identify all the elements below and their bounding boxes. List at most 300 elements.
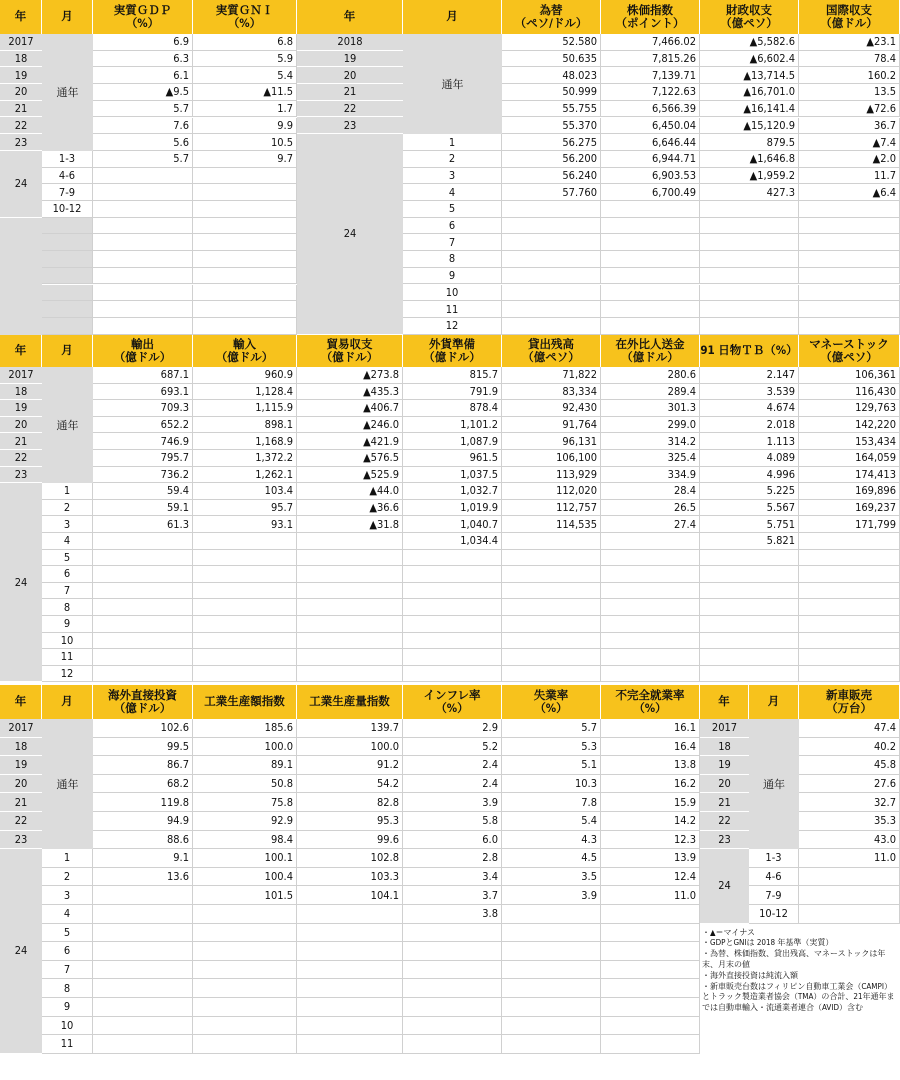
unemployment-cell xyxy=(502,924,601,943)
reserves-cell: 961.5 xyxy=(403,450,502,467)
year-label-24: 24 xyxy=(0,849,42,1054)
year-label: 19 xyxy=(0,756,42,775)
imports-cell xyxy=(193,599,297,616)
tbill-cell xyxy=(700,583,799,600)
stock-index-cell xyxy=(601,268,700,285)
month-label: 9 xyxy=(42,616,93,633)
quarter-label: 1-3 xyxy=(749,849,799,868)
loans-cell xyxy=(502,566,601,583)
year-label: 19 xyxy=(0,67,42,84)
fx-cell xyxy=(502,234,601,251)
hdr-real-gdp: 実質ＧＤＰ （%） xyxy=(93,0,193,34)
tbill-cell xyxy=(700,633,799,650)
gdp-cell xyxy=(93,201,193,218)
car-sales-cell: 35.3 xyxy=(799,812,900,831)
gni-cell: ▲11.5 xyxy=(193,84,297,101)
inflation-cell: 2.9 xyxy=(403,719,502,738)
remittance-cell xyxy=(601,649,700,666)
money-stock-cell xyxy=(799,649,900,666)
stock-index-cell: 7,466.02 xyxy=(601,34,700,51)
fiscal-balance-cell: ▲5,582.6 xyxy=(700,34,799,51)
imports-cell: 1,372.2 xyxy=(193,450,297,467)
hdr-loans: 貸出残高 （億ペソ） xyxy=(502,335,601,367)
imports-cell: 1,262.1 xyxy=(193,467,297,484)
inflation-cell: 2.4 xyxy=(403,756,502,775)
loans-cell: 113,929 xyxy=(502,467,601,484)
exports-cell xyxy=(93,666,193,683)
ind-volume-cell: 103.3 xyxy=(297,868,403,887)
inflation-cell xyxy=(403,1035,502,1054)
ind-value-cell xyxy=(193,942,297,961)
underemployment-cell: 16.1 xyxy=(601,719,700,738)
remittance-cell xyxy=(601,566,700,583)
year-label: 23 xyxy=(700,831,749,850)
underemployment-cell: 12.4 xyxy=(601,868,700,887)
remittance-cell xyxy=(601,599,700,616)
remittance-cell xyxy=(601,583,700,600)
hdr-year-right: 年 xyxy=(297,0,403,34)
reserves-cell: 1,034.4 xyxy=(403,533,502,550)
fdi-cell xyxy=(93,1017,193,1036)
fiscal-balance-cell xyxy=(700,251,799,268)
hdr-month-right: 月 xyxy=(403,0,502,34)
tbill-cell xyxy=(700,599,799,616)
note-line: ・GDPとGNIは 2018 年基準（実質） xyxy=(702,938,834,948)
loans-cell xyxy=(502,616,601,633)
fx-cell: 50.999 xyxy=(502,84,601,101)
unemployment-cell: 4.3 xyxy=(502,831,601,850)
trade-balance-cell xyxy=(297,533,403,550)
fx-cell: 50.635 xyxy=(502,51,601,68)
quarter-label: 7-9 xyxy=(42,184,93,201)
year-label: 18 xyxy=(0,384,42,401)
exports-cell: 59.4 xyxy=(93,483,193,500)
trade-balance-cell: ▲246.0 xyxy=(297,417,403,434)
loans-cell: 112,020 xyxy=(502,483,601,500)
table-trade-finance xyxy=(0,335,900,685)
exports-cell: 746.9 xyxy=(93,433,193,450)
stock-index-cell: 6,646.44 xyxy=(601,134,700,151)
money-stock-cell: 116,430 xyxy=(799,384,900,401)
fdi-cell: 13.6 xyxy=(93,868,193,887)
year-label: 22 xyxy=(0,118,42,135)
month-annual-cell: 通年 xyxy=(42,719,93,849)
table-gdp-fx-fiscal xyxy=(0,0,900,335)
ind-value-cell: 98.4 xyxy=(193,831,297,850)
fx-cell xyxy=(502,285,601,302)
month-label: 4 xyxy=(403,184,502,201)
month-label: 11 xyxy=(42,649,93,666)
bop-cell xyxy=(799,201,900,218)
year-label: 18 xyxy=(0,738,42,757)
hdr-tbill-91: 91 日物ＴＢ（%） xyxy=(700,335,799,367)
gdp-cell xyxy=(93,234,193,251)
hdr-ind-value-index: 工業生産額指数 xyxy=(193,685,297,719)
gdp-cell xyxy=(93,285,193,302)
car-sales-cell xyxy=(799,868,900,887)
year-label-24: 24 xyxy=(700,849,749,923)
month-label: 1 xyxy=(42,483,93,500)
hdr-trade-balance: 貿易収支 （億ドル） xyxy=(297,335,403,367)
imports-cell xyxy=(193,550,297,567)
fiscal-balance-cell xyxy=(700,285,799,302)
quarter-label: 4-6 xyxy=(42,168,93,185)
loans-cell: 106,100 xyxy=(502,450,601,467)
fdi-cell xyxy=(93,979,193,998)
hdr-fx: 為替 （ペソ/ドル） xyxy=(502,0,601,34)
unemployment-cell xyxy=(502,961,601,980)
gni-cell xyxy=(193,184,297,201)
reserves-cell xyxy=(403,633,502,650)
fiscal-balance-cell xyxy=(700,218,799,235)
hdr-fdi: 海外直接投資 （億ドル） xyxy=(93,685,193,719)
gni-cell xyxy=(193,318,297,335)
month-label: 7 xyxy=(42,961,93,980)
quarter-label: 4-6 xyxy=(749,868,799,887)
month-label: 6 xyxy=(42,942,93,961)
hdr-unemployment: 失業率 （%） xyxy=(502,685,601,719)
month-annual-cell: 通年 xyxy=(749,719,799,849)
inflation-cell: 3.9 xyxy=(403,793,502,812)
month-label: 5 xyxy=(403,201,502,218)
gni-cell: 5.4 xyxy=(193,67,297,84)
inflation-cell xyxy=(403,979,502,998)
reserves-cell xyxy=(403,599,502,616)
inflation-cell xyxy=(403,998,502,1017)
year-label: 23 xyxy=(0,467,42,484)
month-label: 8 xyxy=(42,599,93,616)
exports-cell xyxy=(93,599,193,616)
trade-balance-cell: ▲435.3 xyxy=(297,384,403,401)
stock-index-cell xyxy=(601,201,700,218)
unemployment-cell xyxy=(502,1035,601,1054)
unemployment-cell: 5.3 xyxy=(502,738,601,757)
exports-cell: 61.3 xyxy=(93,516,193,533)
month-label: 6 xyxy=(403,218,502,235)
fdi-cell: 99.5 xyxy=(93,738,193,757)
fiscal-balance-cell xyxy=(700,301,799,318)
tbill-cell xyxy=(700,649,799,666)
exports-cell: 795.7 xyxy=(93,450,193,467)
trade-balance-cell xyxy=(297,550,403,567)
stock-index-cell xyxy=(601,218,700,235)
trade-balance-cell xyxy=(297,633,403,650)
fiscal-balance-cell xyxy=(700,268,799,285)
loans-cell: 112,757 xyxy=(502,500,601,517)
fdi-cell: 119.8 xyxy=(93,793,193,812)
imports-cell: 960.9 xyxy=(193,367,297,384)
unemployment-cell: 4.5 xyxy=(502,849,601,868)
month-label: 10 xyxy=(403,285,502,302)
bop-cell: ▲7.4 xyxy=(799,134,900,151)
exports-cell: 736.2 xyxy=(93,467,193,484)
gdp-cell xyxy=(93,184,193,201)
tbill-cell: 1.113 xyxy=(700,433,799,450)
month-label: 10 xyxy=(42,633,93,650)
gni-cell xyxy=(193,234,297,251)
year-label: 21 xyxy=(700,793,749,812)
empty-month-cell xyxy=(42,285,93,302)
fx-cell xyxy=(502,318,601,335)
gdp-cell: ▲9.5 xyxy=(93,84,193,101)
exports-cell: 652.2 xyxy=(93,417,193,434)
ind-value-cell: 50.8 xyxy=(193,775,297,794)
unemployment-cell xyxy=(502,1017,601,1036)
inflation-cell: 5.8 xyxy=(403,812,502,831)
hdr-stock-index: 株価指数 （ポイント） xyxy=(601,0,700,34)
remittance-cell: 314.2 xyxy=(601,433,700,450)
underemployment-cell: 14.2 xyxy=(601,812,700,831)
inflation-cell xyxy=(403,924,502,943)
car-sales-cell: 27.6 xyxy=(799,775,900,794)
gni-cell xyxy=(193,251,297,268)
inflation-cell: 3.7 xyxy=(403,886,502,905)
hdr-real-gni: 実質ＧＮＩ （%） xyxy=(193,0,297,34)
tbill-cell: 5.225 xyxy=(700,483,799,500)
month-label: 1 xyxy=(403,134,502,151)
bop-cell: 78.4 xyxy=(799,51,900,68)
inflation-cell xyxy=(403,942,502,961)
inflation-cell xyxy=(403,961,502,980)
ind-value-cell: 92.9 xyxy=(193,812,297,831)
gdp-cell xyxy=(93,251,193,268)
empty-month-cell xyxy=(42,218,93,235)
year-label: 2017 xyxy=(0,719,42,738)
trade-balance-cell: ▲421.9 xyxy=(297,433,403,450)
tbill-cell xyxy=(700,616,799,633)
remittance-cell: 299.0 xyxy=(601,417,700,434)
unemployment-cell xyxy=(502,942,601,961)
imports-cell xyxy=(193,533,297,550)
stock-index-cell: 7,139.71 xyxy=(601,67,700,84)
ind-value-cell: 100.1 xyxy=(193,849,297,868)
bop-cell xyxy=(799,234,900,251)
ind-volume-cell: 54.2 xyxy=(297,775,403,794)
unemployment-cell xyxy=(502,998,601,1017)
month-annual-cell: 通年 xyxy=(403,34,502,134)
year-label: 20 xyxy=(0,775,42,794)
gdp-cell xyxy=(93,218,193,235)
money-stock-cell xyxy=(799,550,900,567)
ind-volume-cell: 102.8 xyxy=(297,849,403,868)
month-label: 2 xyxy=(403,151,502,168)
gni-cell xyxy=(193,268,297,285)
underemployment-cell xyxy=(601,924,700,943)
car-sales-cell xyxy=(799,905,900,924)
gni-cell xyxy=(193,218,297,235)
underemployment-cell: 15.9 xyxy=(601,793,700,812)
reserves-cell: 791.9 xyxy=(403,384,502,401)
reserves-cell: 878.4 xyxy=(403,400,502,417)
gni-cell: 10.5 xyxy=(193,134,297,151)
month-label: 7 xyxy=(42,583,93,600)
gni-cell xyxy=(193,168,297,185)
underemployment-cell xyxy=(601,942,700,961)
bop-cell: 160.2 xyxy=(799,67,900,84)
unemployment-cell: 3.5 xyxy=(502,868,601,887)
unemployment-cell xyxy=(502,905,601,924)
exports-cell xyxy=(93,583,193,600)
ind-volume-cell xyxy=(297,961,403,980)
unemployment-cell: 3.9 xyxy=(502,886,601,905)
car-sales-cell: 40.2 xyxy=(799,738,900,757)
year-label: 2017 xyxy=(0,367,42,384)
bop-cell xyxy=(799,318,900,335)
gdp-cell: 5.6 xyxy=(93,134,193,151)
year-label: 21 xyxy=(0,433,42,450)
fiscal-balance-cell: ▲1,959.2 xyxy=(700,168,799,185)
car-sales-cell: 11.0 xyxy=(799,849,900,868)
fiscal-balance-cell xyxy=(700,201,799,218)
ind-volume-cell xyxy=(297,979,403,998)
empty-month-cell xyxy=(42,318,93,335)
bop-cell xyxy=(799,251,900,268)
remittance-cell xyxy=(601,550,700,567)
money-stock-cell xyxy=(799,633,900,650)
gdp-cell: 6.3 xyxy=(93,51,193,68)
month-label: 2 xyxy=(42,500,93,517)
bop-cell: 11.7 xyxy=(799,168,900,185)
underemployment-cell: 13.8 xyxy=(601,756,700,775)
fx-cell: 56.200 xyxy=(502,151,601,168)
trade-balance-cell: ▲273.8 xyxy=(297,367,403,384)
unemployment-cell xyxy=(502,979,601,998)
unemployment-cell: 5.1 xyxy=(502,756,601,775)
month-label: 2 xyxy=(42,868,93,887)
month-label: 8 xyxy=(42,979,93,998)
year-label: 20 xyxy=(297,67,403,84)
month-label: 6 xyxy=(42,566,93,583)
reserves-cell xyxy=(403,566,502,583)
fx-cell: 55.370 xyxy=(502,118,601,135)
gni-cell: 1.7 xyxy=(193,101,297,118)
fdi-cell: 86.7 xyxy=(93,756,193,775)
underemployment-cell xyxy=(601,905,700,924)
month-label: 3 xyxy=(42,886,93,905)
ind-value-cell xyxy=(193,979,297,998)
hdr-month: 月 xyxy=(42,0,93,34)
car-sales-cell xyxy=(799,886,900,905)
inflation-cell xyxy=(403,1017,502,1036)
quarter-label: 10-12 xyxy=(42,201,93,218)
empty-month-cell xyxy=(42,234,93,251)
imports-cell: 1,168.9 xyxy=(193,433,297,450)
loans-cell: 83,334 xyxy=(502,384,601,401)
hdr-money-stock: マネーストック （億ペソ） xyxy=(799,335,900,367)
fiscal-balance-cell: ▲16,701.0 xyxy=(700,84,799,101)
tbill-cell: 4.996 xyxy=(700,467,799,484)
money-stock-cell xyxy=(799,666,900,683)
trade-balance-cell: ▲576.5 xyxy=(297,450,403,467)
money-stock-cell xyxy=(799,533,900,550)
exports-cell xyxy=(93,616,193,633)
loans-cell xyxy=(502,666,601,683)
inflation-cell: 2.8 xyxy=(403,849,502,868)
underemployment-cell: 16.4 xyxy=(601,738,700,757)
year-label: 22 xyxy=(0,812,42,831)
loans-cell xyxy=(502,599,601,616)
hdr-exports: 輸出 （億ドル） xyxy=(93,335,193,367)
ind-volume-cell: 91.2 xyxy=(297,756,403,775)
ind-volume-cell: 104.1 xyxy=(297,886,403,905)
bop-cell: ▲2.0 xyxy=(799,151,900,168)
fdi-cell xyxy=(93,886,193,905)
exports-cell: 709.3 xyxy=(93,400,193,417)
imports-cell xyxy=(193,616,297,633)
money-stock-cell xyxy=(799,599,900,616)
underemployment-cell: 11.0 xyxy=(601,886,700,905)
year-label: 19 xyxy=(0,400,42,417)
money-stock-cell: 174,413 xyxy=(799,467,900,484)
tbill-cell: 4.089 xyxy=(700,450,799,467)
fiscal-balance-cell: ▲15,120.9 xyxy=(700,118,799,135)
month-label: 5 xyxy=(42,924,93,943)
year-label: 2017 xyxy=(0,34,42,51)
money-stock-cell: 171,799 xyxy=(799,516,900,533)
fdi-cell xyxy=(93,998,193,1017)
hdr-underemployment: 不完全就業率 （%） xyxy=(601,685,700,719)
note-line: ・海外直接投資は純流入額 xyxy=(702,970,798,980)
trade-balance-cell xyxy=(297,666,403,683)
hdr-ind-volume-index: 工業生産量指数 xyxy=(297,685,403,719)
money-stock-cell: 153,434 xyxy=(799,433,900,450)
tbill-cell: 2.147 xyxy=(700,367,799,384)
fx-cell: 48.023 xyxy=(502,67,601,84)
fx-cell: 56.275 xyxy=(502,134,601,151)
exports-cell xyxy=(93,566,193,583)
bop-cell: ▲72.6 xyxy=(799,101,900,118)
bop-cell: ▲23.1 xyxy=(799,34,900,51)
stock-index-cell: 7,815.26 xyxy=(601,51,700,68)
car-sales-cell: 32.7 xyxy=(799,793,900,812)
empty-month-cell xyxy=(42,301,93,318)
remittance-cell: 28.4 xyxy=(601,483,700,500)
imports-cell: 1,128.4 xyxy=(193,384,297,401)
ind-value-cell: 185.6 xyxy=(193,719,297,738)
gni-cell: 6.8 xyxy=(193,34,297,51)
month-label: 12 xyxy=(42,666,93,683)
fx-cell xyxy=(502,268,601,285)
hdr-inflation: インフレ率 （%） xyxy=(403,685,502,719)
imports-cell: 93.1 xyxy=(193,516,297,533)
notes-box xyxy=(702,928,897,1014)
year-label: 19 xyxy=(297,51,403,68)
hdr-year: 年 xyxy=(0,335,42,367)
bop-cell: 36.7 xyxy=(799,118,900,135)
inflation-cell: 3.4 xyxy=(403,868,502,887)
inflation-cell: 5.2 xyxy=(403,738,502,757)
loans-cell xyxy=(502,633,601,650)
money-stock-cell: 129,763 xyxy=(799,400,900,417)
fx-cell: 56.240 xyxy=(502,168,601,185)
fdi-cell xyxy=(93,1035,193,1054)
fdi-cell xyxy=(93,905,193,924)
gni-cell xyxy=(193,201,297,218)
year-label: 22 xyxy=(700,812,749,831)
ind-volume-cell: 95.3 xyxy=(297,812,403,831)
stock-index-cell xyxy=(601,318,700,335)
ind-volume-cell: 99.6 xyxy=(297,831,403,850)
money-stock-cell: 164,059 xyxy=(799,450,900,467)
remittance-cell: 325.4 xyxy=(601,450,700,467)
ind-value-cell: 100.4 xyxy=(193,868,297,887)
remittance-cell xyxy=(601,666,700,683)
hdr-fx-reserves: 外貨準備 （億ドル） xyxy=(403,335,502,367)
ind-value-cell: 100.0 xyxy=(193,738,297,757)
stock-index-cell: 6,944.71 xyxy=(601,151,700,168)
fiscal-balance-cell: 879.5 xyxy=(700,134,799,151)
quarter-label: 1-3 xyxy=(42,151,93,168)
